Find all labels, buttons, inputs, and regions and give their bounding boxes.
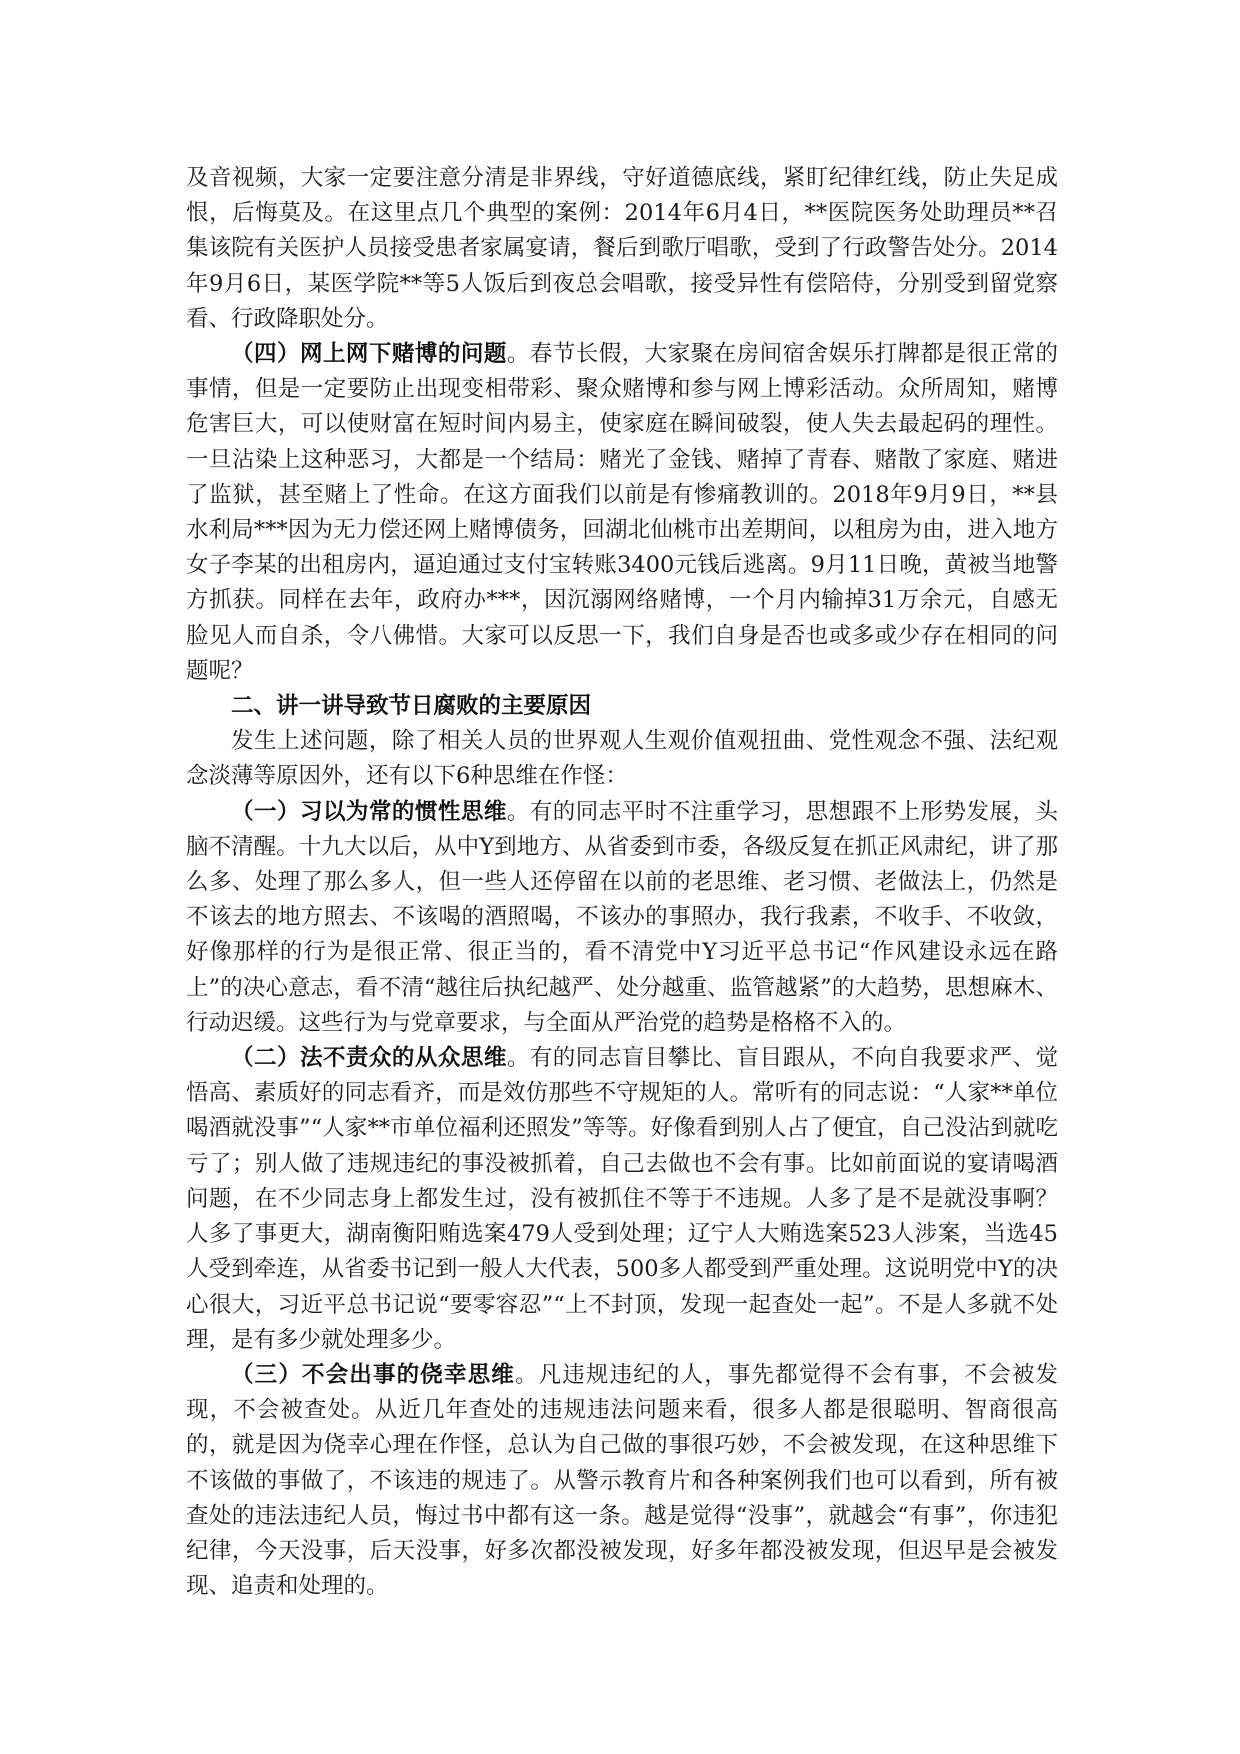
subheading-luck-thinking: （三）不会出事的侥幸思维 <box>231 1361 515 1388</box>
paragraph-herd-thinking <box>186 1041 1058 1358</box>
subheading-inertia-thinking: （一）习以为常的惯性思维 <box>231 798 507 825</box>
paragraph-text: 及音视频，大家一定要注意分清是非界线，守好道德底线，紧盯纪律红线，防止失足成恨，后悔莫及。在这里点几个典型的案例：2014年6月4日，**医院医务处助理员**召集该院有关医护人员接受患者家属宴请，餐后到歌厅唱歌，受到了行政警告处分。2014年9月6日，某医学院**等5人饭后到夜总会唱歌，接受异性有偿陪侍，分别受到留党察看、行政降职处分。 <box>186 165 1058 332</box>
paragraph-causes-intro <box>186 724 1058 794</box>
paragraph-continuation <box>186 161 1058 337</box>
paragraph-text: 。凡违规违纪的人，事先都觉得不会有事，不会被发现，不会被查处。从近几年查处的违规违法问题来看，很多人都是很聪明、智商很高的，就是因为侥幸心理在作怪，总认为自己做的事很巧妙，不会被发现，在这种思维下不该做的事做了，不该违的规违了。从警示教育片和各种案例我们也可以看到，所有被查处的违法违纪人员，悔过书中都有这一条。越是觉得“没事”，就越会“有事”，你违犯纪律，今天没事，后天没事，好多次都没被发现，好多年都没被发现，但迟早是会被发现、追责和处理的。 <box>186 1361 1058 1600</box>
paragraph-text: 。有的同志盲目攀比、盲目跟从，不向自我要求严、觉悟高、素质好的同志看齐，而是效仿那些不守规矩的人。常听有的同志说：“人家**单位喝酒就没事”“人家**市单位福利还照发”等等。好像看到别人占了便宜，自己没沾到就吃亏了；别人做了违规违纪的事没被抓着，自己去做也不会有事。比如前面说的宴请喝酒问题，在不少同志身上都发生过，没有被抓住不等于不违规。人多了是不是就没事啊？人多了事更大，湖南衡阳贿选案479人受到处理；辽宁人大贿选案523人涉案，当选45人受到牵连，从省委书记到一般人大代表，500多人都受到严重处理。这说明党中Y的决心很大，习近平总书记说“要零容忍”“上不封顶，发现一起查处一起”。不是人多就不处理，是有多少就处理多少。 <box>186 1045 1058 1353</box>
section-heading-causes: 二、讲一讲导致节日腐败的主要原因 <box>231 693 592 720</box>
subheading-herd-thinking: （二）法不责众的从众思维 <box>231 1045 507 1072</box>
paragraph-luck-thinking <box>186 1358 1058 1604</box>
subheading-gambling: （四）网上网下赌博的问题 <box>231 341 507 368</box>
paragraph-text: 。春节长假，大家聚在房间宿舍娱乐打牌都是很正常的事情，但是一定要防止出现变相带彩、聚众赌博和参与网上博彩活动。众所周知，赌博危害巨大，可以使财富在短时间内易主，使家庭在瞬间破裂，使人失去最起码的理性。一旦沾染上这种恶习，大都是一个结局：赌光了金钱、赌掉了青春、赌散了家庭、赌进了监狱，甚至赌上了性命。在这方面我们以前是有惨痛教训的。2018年9月9日，**县水利局***因为无力偿还网上赌博债务，回湖北仙桃市出差期间，以租房为由，进入地方女子李某的出租房内，逼迫通过支付宝转账3400元钱后逃离。9月11日晚，黄被当地警方抓获。同样在去年，政府办***，因沉溺网络赌博，一个月内输掉31万余元，自感无脸见人而自杀，令八佛惜。大家可以反思一下，我们自身是否也或多或少存在相同的问题呢？ <box>186 341 1058 684</box>
paragraph-gambling <box>186 337 1058 689</box>
document-body <box>186 161 1058 1604</box>
paragraph-text: 发生上述问题，除了相关人员的世界观人生观价值观扭曲、党性观念不强、法纪观念淡薄等原因外，还有以下6种思维在作怪： <box>186 728 1058 790</box>
paragraph-text: 。有的同志平时不注重学习，思想跟不上形势发展，头脑不清醒。十九大以后，从中Y到地方、从省委到市委，各级反复在抓正风肃纪，讲了那么多、处理了那么多人，但一些人还停留在以前的老思维、老习惯、老做法上，仍然是不该去的地方照去、不该喝的酒照喝，不该办的事照办，我行我素，不收手、不收敛，好像那样的行为是很正常、很正当的，看不清党中Y习近平总书记“作风建设永远在路上”的决心意志，看不清“越往后执纪越严、处分越重、监管越紧”的大趋势，思想麻木、行动迟缓。这些行为与党章要求，与全面从严治党的趋势是格格不入的。 <box>186 798 1058 1036</box>
paragraph-inertia-thinking <box>186 795 1058 1041</box>
